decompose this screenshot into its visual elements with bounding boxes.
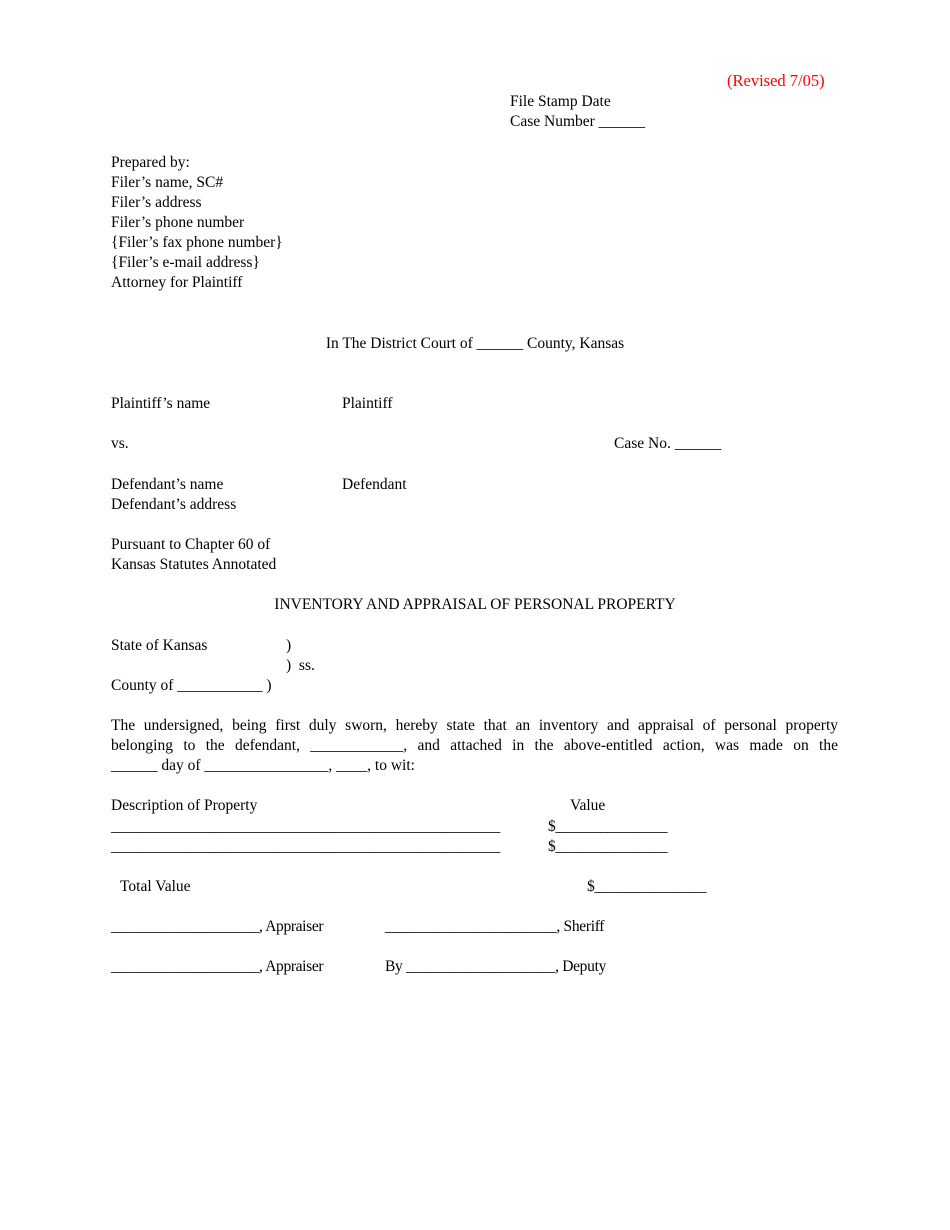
deputy-signature: By ____________________, Deputy [385,958,607,975]
revision-note: (Revised 7/05) [727,71,825,90]
file-stamp-date: File Stamp Date [510,93,611,110]
pursuant-line-1: Pursuant to Chapter 60 of [111,536,271,553]
affidavit-paragraph [111,716,838,776]
case-no: Case No. ______ [614,435,722,452]
affidavit-line-1: The undersigned, being first duly sworn, hereby state that an inventory and appraisal of personal property [111,717,838,734]
property-description-blank: ____________________________________________________ [111,818,500,835]
case-number-stamp: Case Number ______ [510,113,646,130]
property-description-blank: ____________________________________________________ [111,838,500,855]
appraiser-signature-2: ____________________, Appraiser [111,958,324,975]
prepared-by-label: Prepared by: [111,154,190,171]
defendant-role: Defendant [342,476,407,493]
pursuant-line-2: Kansas Statutes Annotated [111,556,277,573]
total-value-label: Total Value [120,878,191,895]
defendant-address: Defendant’s address [111,496,237,513]
venue-paren-1: ) [286,637,292,654]
attorney-for-plaintiff: Attorney for Plaintiff [111,274,243,291]
affidavit-line-3: ______ day of ________________, ____, to wit: [111,757,415,774]
venue-ss: ) ss. [286,657,315,674]
venue-county: County of ___________ ) [111,677,272,694]
venue-state: State of Kansas [111,637,208,654]
filer-name: Filer’s name, SC# [111,174,224,191]
defendant-name: Defendant’s name [111,476,224,493]
affidavit-line-2: belonging to the defendant, ____________, and attached in the above-entitled action, was made on the [111,737,838,754]
filer-fax: {Filer’s fax phone number} [111,234,283,251]
filer-phone: Filer’s phone number [111,214,245,231]
document-title: INVENTORY AND APPRAISAL OF PERSONAL PROPERTY [274,596,676,613]
filer-email: {Filer’s e-mail address} [111,254,260,271]
value-header: Value [570,797,606,814]
sheriff-signature: _______________________, Sheriff [385,918,605,935]
court-heading: In The District Court of ______ County, Kansas [325,335,625,352]
total-value-blank: $_______________ [587,878,707,895]
versus-label: vs. [111,435,129,452]
plaintiff-role: Plaintiff [342,395,393,412]
description-header: Description of Property [111,797,258,814]
property-value-blank: $_______________ [548,838,668,855]
filer-address: Filer’s address [111,194,202,211]
property-value-blank: $_______________ [548,818,668,835]
appraiser-signature-1: ____________________, Appraiser [111,918,324,935]
plaintiff-name: Plaintiff’s name [111,395,211,412]
